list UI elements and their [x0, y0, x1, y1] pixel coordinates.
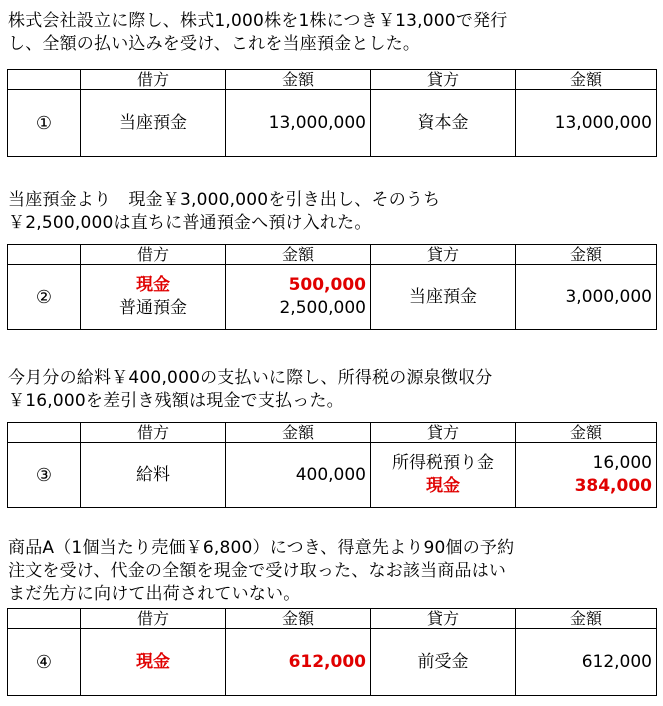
debit-account: 現金	[136, 275, 170, 295]
credit-account: 前受金	[417, 651, 469, 672]
header-credit: 貸方	[371, 70, 516, 90]
header-blank	[8, 423, 81, 443]
journal-table-3	[7, 422, 657, 508]
header-credit: 貸方	[371, 245, 516, 265]
credit-account-cell	[371, 90, 516, 157]
debit-account-cell	[81, 629, 226, 696]
problem-text: 株式会社設立に際し、株式1,000株を1株につき￥13,000で発行 し、全額の払い込みを受け、これを当座預金とした。	[8, 11, 508, 54]
debit-amount-cell	[226, 629, 371, 696]
credit-amount: 16,000	[592, 453, 652, 473]
debit-amount: 612,000	[288, 651, 366, 672]
credit-account-cell	[371, 443, 516, 508]
debit-account-cell	[81, 90, 226, 157]
header-blank	[8, 609, 81, 629]
credit-account: 当座預金	[409, 286, 477, 307]
credit-amount: 13,000,000	[554, 112, 652, 133]
entry-row	[8, 265, 657, 330]
entry-number: ④	[8, 629, 81, 696]
debit-amount: 2,500,000	[279, 298, 366, 318]
table-header-row	[8, 245, 657, 265]
credit-amount: 384,000	[574, 476, 652, 496]
debit-amount: 400,000	[295, 464, 366, 485]
entry-number: ②	[8, 265, 81, 330]
header-credit: 貸方	[371, 609, 516, 629]
header-debit-amount: 金額	[226, 609, 371, 629]
entry-row	[8, 90, 657, 157]
table-header-row	[8, 609, 657, 629]
credit-amount: 612,000	[581, 651, 652, 672]
debit-amount: 500,000	[288, 275, 366, 295]
credit-amount-cell	[516, 90, 657, 157]
header-debit-amount: 金額	[226, 245, 371, 265]
header-blank	[8, 70, 81, 90]
header-debit-amount: 金額	[226, 70, 371, 90]
problem-text: 商品A（1個当たり売価￥6,800）につき、得意先より90個の予約 注文を受け、代金の全額を現金で受け取った、なお該当商品はい まだ先方に向けて出荷されていない。	[8, 538, 515, 604]
debit-amount-cell	[226, 443, 371, 508]
header-debit: 借方	[81, 609, 226, 629]
journal-table-2	[7, 244, 657, 330]
debit-account: 普通預金	[119, 298, 187, 318]
problem-text: 当座預金より 現金￥3,000,000を引き出し、そのうち ￥2,500,000は直ちに普通預金へ預け入れた。	[8, 190, 441, 233]
header-credit-amount: 金額	[516, 70, 657, 90]
debit-account-cell	[81, 265, 226, 330]
credit-account: 資本金	[417, 112, 469, 133]
entry-number: ③	[8, 443, 81, 508]
problem-1	[0, 10, 663, 56]
credit-account: 所得税預り金	[392, 453, 494, 473]
problem-3	[0, 367, 663, 413]
entry-row	[8, 629, 657, 696]
debit-account: 給料	[136, 464, 170, 485]
header-credit-amount: 金額	[516, 245, 657, 265]
credit-account-cell	[371, 265, 516, 330]
credit-amount-cell	[516, 443, 657, 508]
debit-amount-cell	[226, 265, 371, 330]
problem-text: 今月分の給料￥400,000の支払いに際し、所得税の源泉徴収分 ￥16,000を差引き残額は現金で支払った。	[8, 368, 493, 411]
credit-amount-cell	[516, 265, 657, 330]
credit-amount: 3,000,000	[565, 286, 652, 307]
debit-account: 当座預金	[119, 112, 187, 133]
header-credit: 貸方	[371, 423, 516, 443]
problem-4	[0, 537, 663, 606]
credit-account-cell	[371, 629, 516, 696]
header-credit-amount: 金額	[516, 609, 657, 629]
header-debit-amount: 金額	[226, 423, 371, 443]
header-blank	[8, 245, 81, 265]
debit-amount-cell	[226, 90, 371, 157]
header-debit: 借方	[81, 423, 226, 443]
problem-2	[0, 189, 663, 235]
table-header-row	[8, 423, 657, 443]
debit-account: 現金	[136, 651, 170, 672]
entry-number: ①	[8, 90, 81, 157]
credit-amount-cell	[516, 629, 657, 696]
debit-account-cell	[81, 443, 226, 508]
entry-row	[8, 443, 657, 508]
debit-amount: 13,000,000	[268, 112, 366, 133]
header-credit-amount: 金額	[516, 423, 657, 443]
journal-table-4	[7, 608, 657, 696]
table-header-row	[8, 70, 657, 90]
header-debit: 借方	[81, 70, 226, 90]
journal-table-1	[7, 69, 657, 157]
credit-account: 現金	[426, 476, 460, 496]
header-debit: 借方	[81, 245, 226, 265]
